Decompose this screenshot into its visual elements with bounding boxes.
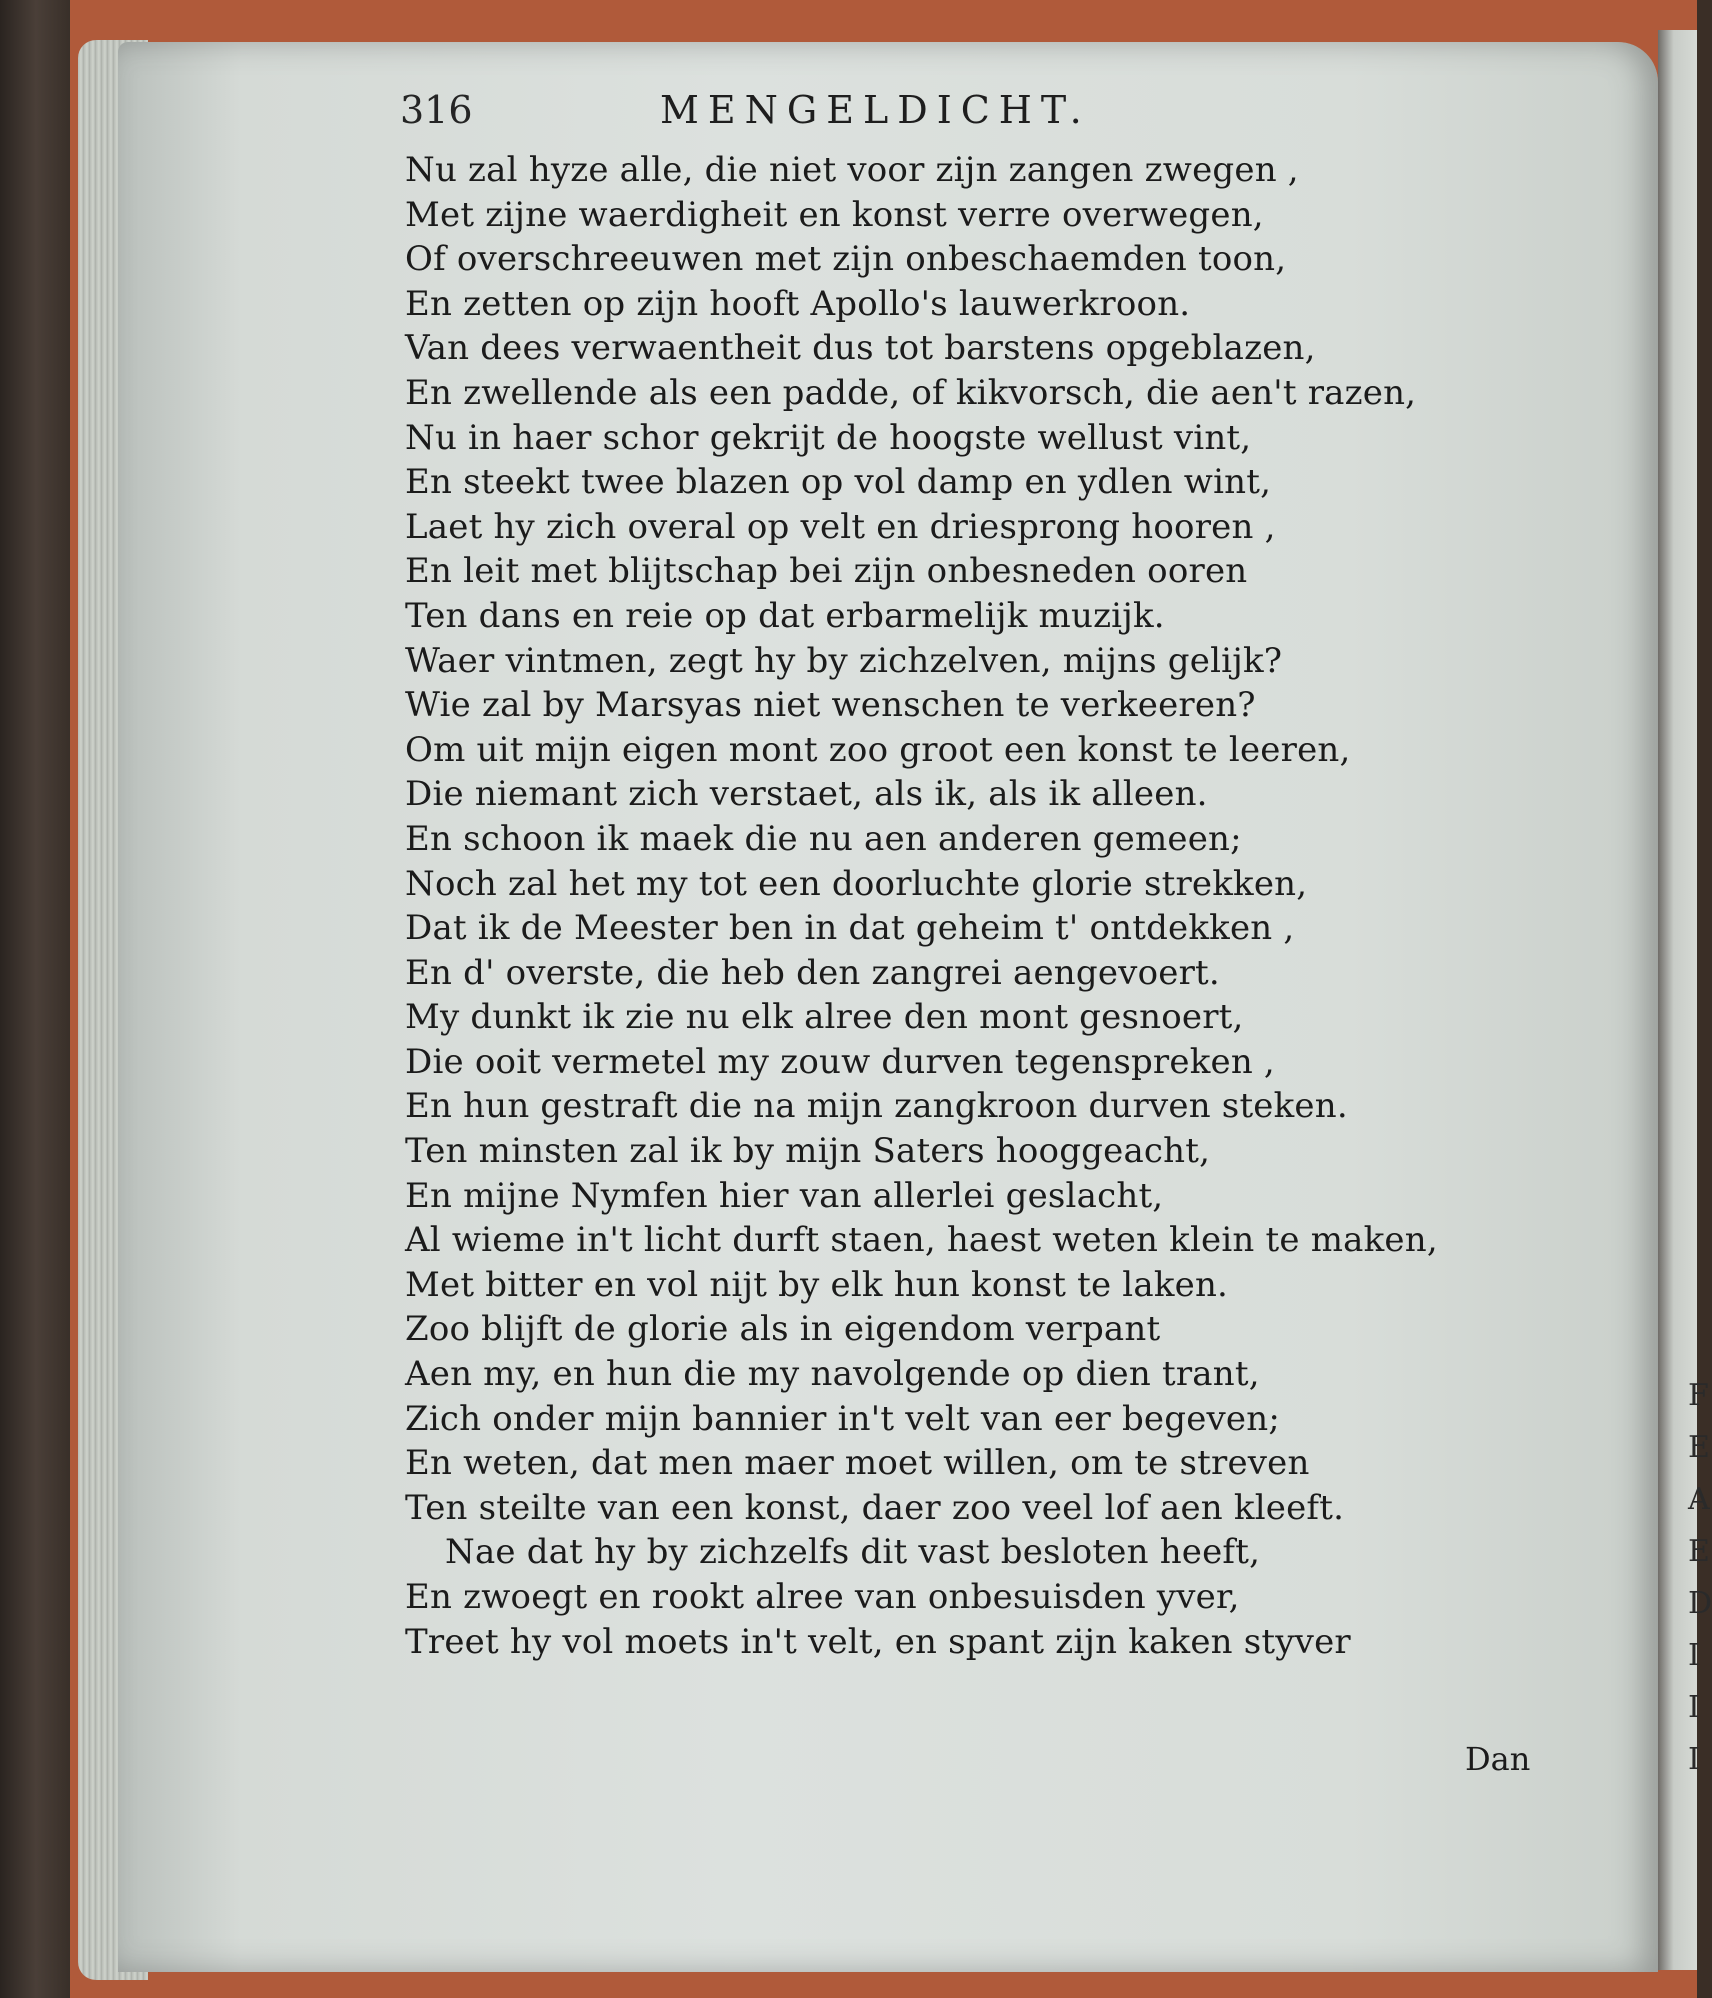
poem-line: En zwellende als een padde, of kikvorsch, die aen't razen, (405, 372, 1417, 413)
poem-line: My dunkt ik zie nu elk alree den mont gesnoert, (405, 997, 1244, 1038)
poem-line: Die niemant zich verstaet, als ik, als ik alleen. (405, 774, 1208, 815)
poem-line: En schoon ik maek die nu aen anderen gemeen; (405, 818, 1242, 859)
poem-line: En hun gestraft die na mijn zangkroon durven steken. (405, 1086, 1348, 1127)
poem-line: En steekt twee blazen op vol damp en ydlen wint, (405, 462, 1272, 503)
poem-line: En zetten op zijn hooft Apollo's lauwerkroon. (405, 283, 1191, 324)
facing-page-letter: F (1688, 1378, 1709, 1413)
poem-line: Al wieme in't licht durft staen, haest weten klein te maken, (405, 1220, 1438, 1261)
poem-line: Van dees verwaentheit dus tot barstens opgeblazen, (405, 328, 1316, 369)
poem-line: En weten, dat men maer moet willen, om te streven (405, 1443, 1310, 1484)
facing-page-letter: E (1688, 1430, 1710, 1465)
catchword: Dan (1465, 1740, 1531, 1778)
facing-page-letter: I (1688, 1690, 1700, 1725)
poem-line: Met bitter en vol nijt by elk hun konst te laken. (405, 1264, 1229, 1305)
facing-page-letter: I (1688, 1742, 1700, 1777)
poem-line: Met zijne waerdigheit en konst verre overwegen, (405, 194, 1264, 235)
poem-line: Noch zal het my tot een doorluchte glorie strekken, (405, 863, 1308, 904)
facing-page-letter: E (1688, 1534, 1710, 1569)
poem-line: Nu zal hyze alle, die niet voor zijn zangen zwegen , (405, 150, 1299, 190)
poem-line: Zich onder mijn bannier in't velt van eer begeven; (405, 1398, 1281, 1439)
poem-line: Ten steilte van een konst, daer zoo veel lof aen kleeft. (405, 1487, 1345, 1528)
facing-page-letter: D (1688, 1586, 1712, 1621)
running-head: MENGELDICHT. (660, 88, 1091, 132)
poem-line: En d' overste, die heb den zangrei aengevoert. (405, 952, 1220, 993)
poem-line: En zwoegt en rookt alree van onbesuisden yver, (405, 1577, 1240, 1617)
facing-page-letter: A (1688, 1482, 1710, 1517)
poem-line: Nu in haer schor gekrijt de hoogste wellust vint, (405, 417, 1252, 458)
poem-line: Of overschreeuwen met zijn onbeschaemden toon, (405, 239, 1287, 280)
poem-line: Nae dat hy by zichzelfs dit vast besloten heeft, (445, 1532, 1261, 1573)
poem-line: Zoo blijft de glorie als in eigendom verpant (405, 1309, 1161, 1350)
poem-line: Waer vintmen, zegt hy by zichzelven, mijns gelijk? (405, 640, 1283, 681)
poem-line: Om uit mijn eigen mont zoo groot een konst te leeren, (405, 729, 1351, 770)
poem-line: En leit met blijtschap bei zijn onbesneden ooren (405, 551, 1248, 592)
poem-line: Dat ik de Meester ben in dat geheim t' ontdekken , (405, 908, 1295, 949)
poem-line: Ten minsten zal ik by mijn Saters hooggeacht, (405, 1131, 1211, 1172)
poem-line: En mijne Nymfen hier van allerlei geslacht, (405, 1175, 1164, 1216)
poem-line: Ten dans en reie op dat erbarmelijk muzijk. (405, 595, 1165, 636)
facing-page-letters (1688, 1370, 1712, 1786)
poem-line: Treet hy vol moets in't velt, en spant zijn kaken styver (405, 1621, 1351, 1662)
facing-page-letter: I (1688, 1638, 1700, 1673)
poem-text (405, 148, 1565, 1664)
page-number: 316 (400, 88, 473, 132)
poem-line: Laet hy zich overal op velt en driesprong hooren , (405, 506, 1276, 547)
poem-line: Die ooit vermetel my zouw durven tegenspreken , (405, 1041, 1275, 1082)
page-header (400, 88, 1300, 140)
poem-line: Aen my, en hun die my navolgende op dien trant, (405, 1354, 1260, 1395)
poem-line: Wie zal by Marsyas niet wenschen te verkeeren? (405, 685, 1256, 726)
